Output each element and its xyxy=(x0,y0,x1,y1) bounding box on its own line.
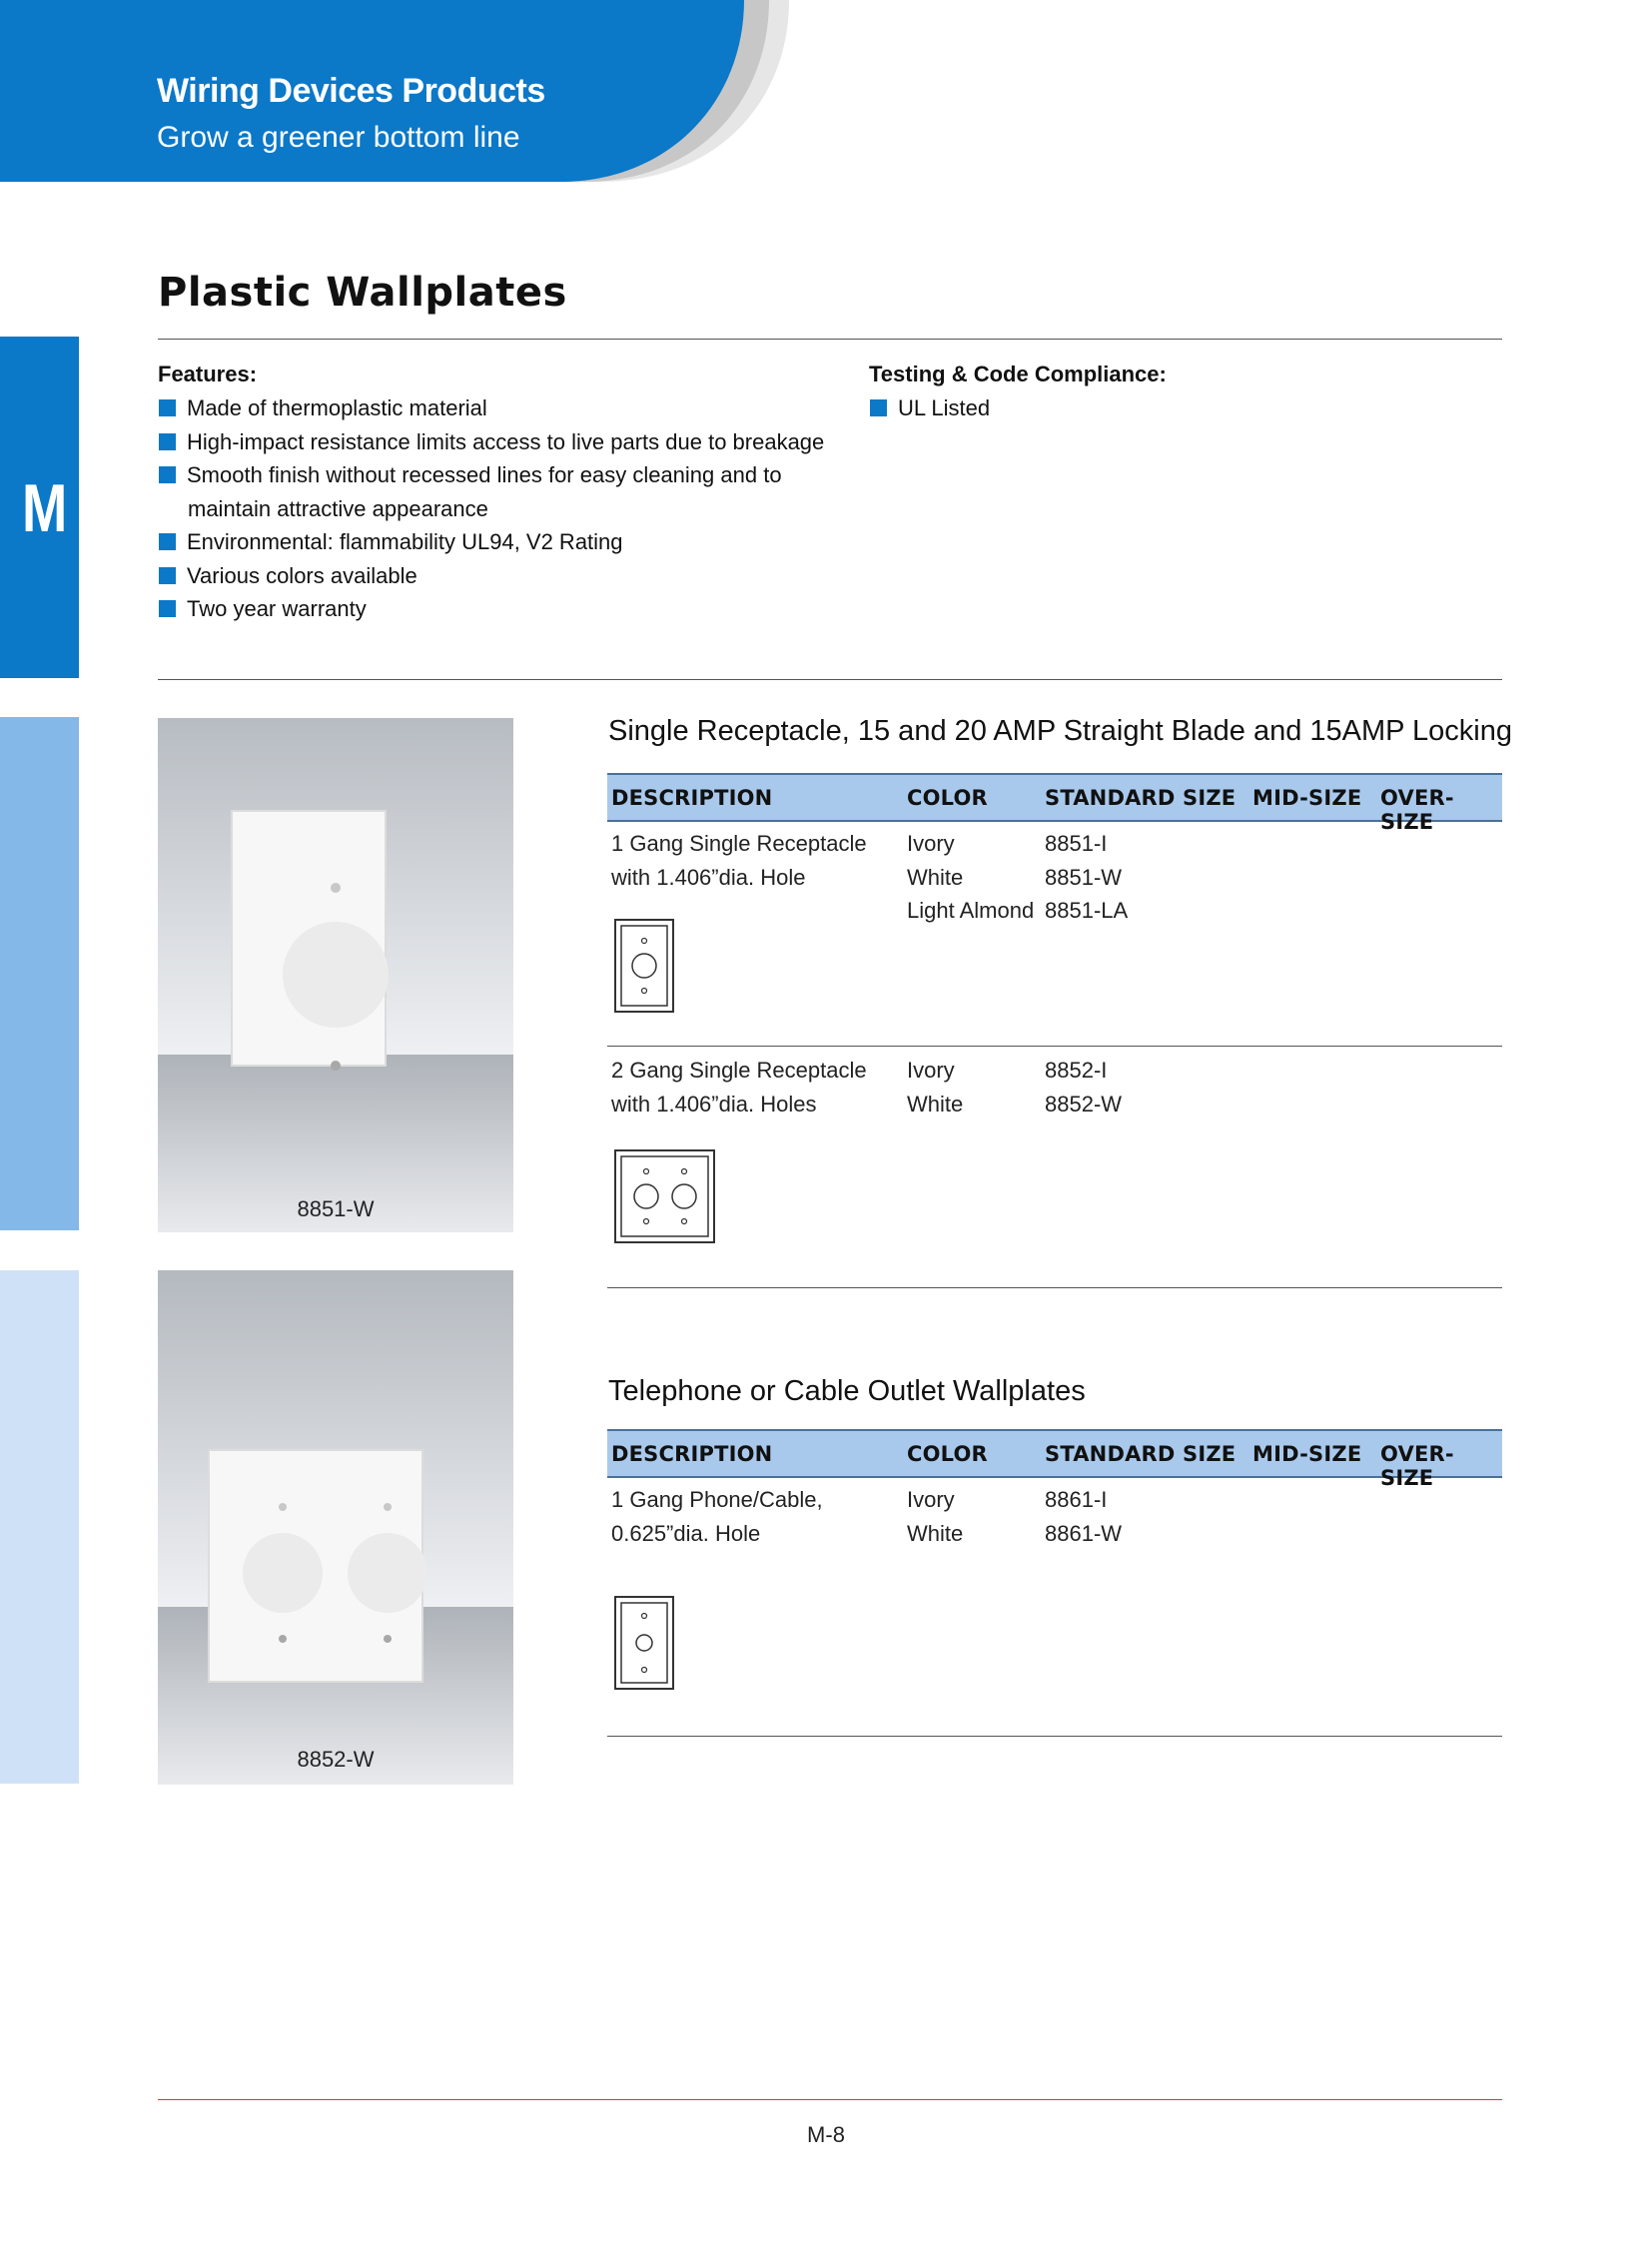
row-standard-size: 8852-I 8852-W xyxy=(1045,1058,1123,1117)
column-header: DESCRIPTION xyxy=(611,786,773,810)
bullet-icon xyxy=(159,567,176,584)
table-header xyxy=(607,773,1502,834)
bullet-icon xyxy=(159,533,176,550)
row-standard-size: 8851-I 8851-W 8851-LA xyxy=(1045,831,1129,923)
bullet-icon xyxy=(159,600,176,617)
title-divider xyxy=(158,339,1502,340)
features-divider xyxy=(158,679,1502,680)
row-standard-size: 8861-I 8861-W xyxy=(1045,1487,1123,1546)
product-photo-8852-w xyxy=(158,1270,513,1785)
section-tab-tertiary xyxy=(0,1270,79,1784)
row-description: 2 Gang Single Receptacle with 1.406”dia. Holes xyxy=(611,1058,867,1117)
column-header: MID-SIZE xyxy=(1252,1442,1362,1466)
section-divider xyxy=(607,1736,1502,1737)
bullet-icon xyxy=(159,466,176,483)
bullet-icon xyxy=(159,433,176,450)
bullet-icon xyxy=(870,399,887,416)
compliance-heading: Testing & Code Compliance: xyxy=(869,362,1167,386)
column-header: DESCRIPTION xyxy=(611,1442,773,1466)
footer-rule xyxy=(158,2099,1502,2100)
page-title: Plastic Wallplates xyxy=(158,270,567,316)
table-header xyxy=(607,1429,1502,1490)
feature-item-continued: maintain attractive appearance xyxy=(188,495,488,521)
compliance-item: UL Listed xyxy=(869,391,1468,425)
bullet-icon xyxy=(159,399,176,416)
wallplate-2-gang-diagram xyxy=(614,1149,716,1244)
features-block xyxy=(158,362,837,626)
feature-item: Two year warranty xyxy=(158,592,837,626)
feature-item: Made of thermoplastic material xyxy=(158,391,837,425)
compliance-list xyxy=(869,391,1468,425)
brand-title: Wiring Devices Products xyxy=(157,72,545,110)
section-heading: Telephone or Cable Outlet Wallplates xyxy=(608,1375,1086,1407)
product-photo-8851-w xyxy=(158,718,513,1232)
feature-item: High-impact resistance limits access to live parts due to breakage xyxy=(158,425,837,459)
feature-item: Various colors available xyxy=(158,559,837,593)
compliance-block xyxy=(869,362,1468,425)
wallplate-phone-diagram xyxy=(614,1596,676,1691)
row-description: 1 Gang Single Receptacle with 1.406”dia. Hole xyxy=(611,831,867,890)
section-heading: Single Receptacle, 15 and 20 AMP Straight Blade and 15AMP Locking xyxy=(608,715,1512,747)
section-divider xyxy=(607,1287,1502,1288)
column-header: OVER-SIZE xyxy=(1380,1442,1454,1490)
row-colors: Ivory White Light Almond xyxy=(907,831,1035,923)
row-divider xyxy=(607,1046,1502,1047)
features-list xyxy=(158,391,837,626)
wallplate-1-gang-diagram xyxy=(614,919,676,1014)
column-header: OVER-SIZE xyxy=(1380,786,1454,834)
row-colors: Ivory White xyxy=(907,1058,964,1117)
brand-subtitle: Grow a greener bottom line xyxy=(157,121,520,154)
features-heading: Features: xyxy=(158,362,258,386)
feature-item: Smooth finish without recessed lines for easy cleaning and to xyxy=(158,458,837,492)
feature-item: Environmental: flammability UL94, V2 Rating xyxy=(158,525,837,559)
wallplate-image xyxy=(158,1270,513,1785)
column-header: MID-SIZE xyxy=(1252,786,1362,810)
section-tab-letter: M xyxy=(22,470,68,546)
page-number: M-8 xyxy=(807,2122,845,2147)
section-tab-secondary xyxy=(0,717,79,1230)
column-header: STANDARD SIZE xyxy=(1045,786,1237,810)
row-colors: Ivory White xyxy=(907,1487,964,1546)
photo-caption: 8852-W xyxy=(297,1747,375,1772)
wallplate-image xyxy=(158,718,513,1232)
photo-caption: 8851-W xyxy=(297,1196,375,1221)
row-description: 1 Gang Phone/Cable, 0.625”dia. Hole xyxy=(611,1487,823,1546)
column-header: STANDARD SIZE xyxy=(1045,1442,1237,1466)
column-header: COLOR xyxy=(907,1442,988,1466)
column-header: COLOR xyxy=(907,786,988,810)
